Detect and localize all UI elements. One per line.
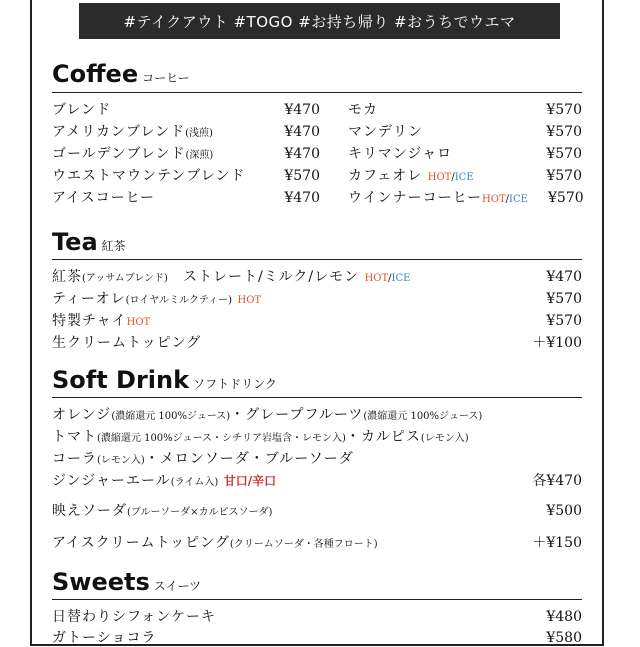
tea-price: ¥570 (546, 313, 582, 329)
coffee-price: ¥470 (284, 190, 320, 206)
tea-price: ¥570 (546, 291, 582, 307)
coffee-price: ¥570 (284, 168, 320, 184)
hashtag-banner: #テイクアウト #TOGO #お持ち帰り #おうちでウエマ (79, 3, 560, 39)
softdrink-line-gingerale: ジンジャーエール(ライム入) 甘口/辛口 (52, 473, 277, 489)
coffee-item-mocha: モカ (348, 102, 378, 118)
coffee-item-vienna: ウインナーコーヒーHOT/ICE (348, 190, 528, 206)
softdrink-price: ＋¥150 (532, 535, 582, 551)
coffee-price: ¥470 (284, 146, 320, 162)
tea-item-koucha: 紅茶(アッサムブレンド) ストレート/ミルク/レモン HOT/ICE (52, 269, 411, 285)
coffee-item-cafeaulait: カフェオレ HOT/ICE (348, 168, 474, 184)
coffee-subtitle: コーヒー (142, 71, 190, 85)
softdrink-subtitle: ソフトドリンク (193, 377, 277, 391)
sweets-section-title (52, 568, 201, 596)
coffee-item-golden: ゴールデンブレンド(深煎) (52, 146, 214, 162)
coffee-item-kilimanjaro: キリマンジャロ (348, 146, 453, 162)
sweets-title: Sweets (52, 568, 150, 596)
sweets-subtitle: スイーツ (153, 579, 202, 593)
sweets-price: ¥580 (546, 630, 582, 646)
softdrink-line-orange: オレンジ(濃縮還元 100%ジュース)・グレープフルーツ(濃縮還元 100%ジュース) (52, 407, 483, 423)
coffee-price: ¥570 (546, 168, 582, 184)
coffee-section-title (52, 60, 190, 88)
coffee-item-blend: ブレンド (52, 102, 112, 118)
coffee-price: ¥570 (546, 102, 582, 118)
softdrink-section-title (52, 366, 277, 394)
tea-price: ¥470 (546, 269, 582, 285)
coffee-item-icecoffee: アイスコーヒー (52, 190, 156, 206)
sweets-item-chiffon: 日替わりシフォンケーキ (52, 609, 217, 625)
coffee-title: Coffee (52, 60, 139, 88)
coffee-item-mandheling: マンデリン (348, 124, 423, 140)
tea-section-title (52, 228, 126, 256)
softdrink-line-cola: コーラ(レモン入)・メロンソーダ・ブルーソーダ (52, 451, 354, 467)
tea-item-teaaulait: ティーオレ(ロイヤルミルクティー) HOT (52, 291, 262, 307)
sweets-item-gateauchocolat: ガトーショコラ (52, 630, 157, 646)
softdrink-price: ¥500 (546, 503, 582, 519)
tea-divider (52, 259, 582, 260)
coffee-price: ¥470 (284, 102, 320, 118)
tea-item-chai: 特製チャイHOT (52, 313, 151, 329)
softdrink-line-tomato: トマト(濃縮還元 100%ジュース・シチリア岩塩含・レモン入)・カルピス(レモン入) (52, 429, 469, 445)
sweets-price: ¥480 (546, 609, 582, 625)
sweets-divider (52, 599, 582, 600)
coffee-price: ¥570 (548, 190, 584, 206)
coffee-divider (52, 92, 582, 93)
softdrink-title: Soft Drink (52, 366, 190, 394)
tea-item-creamtopping: 生クリームトッピング (52, 335, 202, 351)
tea-price: ＋¥100 (532, 335, 582, 351)
coffee-price: ¥470 (284, 124, 320, 140)
softdrink-divider (52, 397, 582, 398)
softdrink-line-icecream: アイスクリームトッピング(クリームソーダ・各種フロート) (52, 535, 378, 551)
tea-subtitle: 紅茶 (101, 239, 126, 253)
softdrink-price: 各¥470 (532, 473, 582, 489)
coffee-item-westmountain: ウエストマウンテンブレンド (52, 168, 246, 184)
tea-title: Tea (52, 228, 98, 256)
coffee-item-american: アメリカンブレンド(浅煎) (52, 124, 213, 140)
coffee-price: ¥570 (546, 124, 582, 140)
softdrink-line-haesoda: 映えソーダ(ブルーソーダ×カルピスソーダ) (52, 503, 273, 519)
coffee-price: ¥570 (546, 146, 582, 162)
